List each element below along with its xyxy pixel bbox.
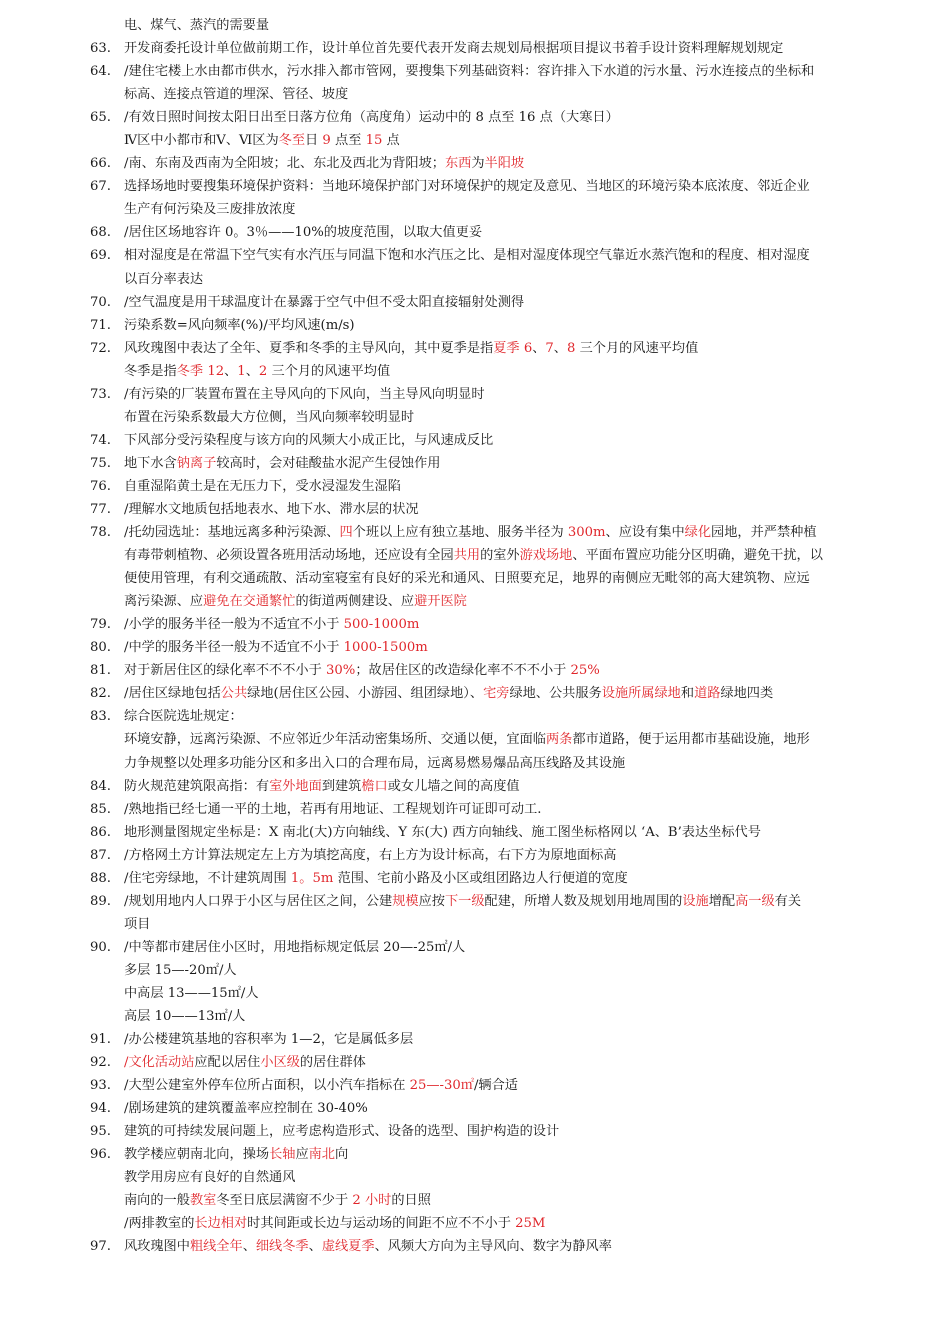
text-segment: 对于新居住区的绿化率不不不小于 [124,663,327,679]
text-line [0,106,950,129]
item-number: 96. [90,1147,111,1163]
text-segment: 污染系数=风向频率(%)/平均风速(m/s) [124,317,355,333]
text-line [0,129,950,152]
item-number: 93. [90,1078,111,1094]
line-text [124,1051,366,1074]
text-line [0,590,950,613]
text-segment: 应 [295,1147,309,1163]
highlighted-text: 避开医院 [414,594,467,610]
text-segment: 应按 [418,893,445,909]
highlighted-text: 设施 [682,893,709,909]
item-number: 77. [90,501,111,517]
item-number: 89. [90,893,111,909]
line-text [124,383,485,406]
line-text [124,913,150,936]
text-line [0,1005,950,1028]
text-segment: /托幼园选址：基地远离多种污染源、 [124,525,340,541]
highlighted-text: 8 [566,340,576,356]
highlighted-text: 共用 [453,548,481,564]
text-segment: 的室外 [480,548,520,564]
text-segment: 三个月的风速平均值 [267,363,391,379]
line-text [124,1097,368,1120]
text-segment: /有效日照时间按太阳日出至日落方位角（高度角）运动中的 8 点至 16 点（大寒日） [124,110,619,126]
line-text [124,821,761,844]
item-number: 92. [90,1055,111,1071]
text-segment: 中高层 13——15㎡/人 [124,985,259,1001]
line-text [124,544,823,567]
text-segment: 教学用房应有良好的自然通风 [124,1170,296,1186]
line-text [124,37,783,60]
text-segment: /中等都市建居住小区时，用地指标规定低层 20—-25㎡/人 [124,939,466,955]
item-number: 82. [90,686,111,702]
highlighted-text: 细线冬季 [255,1239,309,1255]
line-text [124,1212,545,1235]
line-text [124,867,628,890]
highlighted-text: 30% [326,663,356,679]
text-segment: 地形测量图规定坐标是：X 南北(大)方向轴线、Y 东(大) 西方向轴线、施工图坐标格网以 ‘A、B’表达坐标代号 [124,824,761,840]
line-text [124,1143,348,1166]
text-segment: 选择场地时要搜集环境保护资料：当地环境保护部门对环境保护的规定及意见、当地区的环境污染本底浓度、邻近企业 [124,179,810,195]
line-text [124,728,810,751]
line-text [124,844,616,867]
item-number: 88. [90,870,111,886]
text-segment: 风玫瑰图中表达了全年、夏季和冬季的主导风向，其中夏季是指 [124,340,494,356]
line-text [124,106,619,129]
highlighted-text: 宅旁 [483,686,510,702]
text-line [0,752,950,775]
item-number: 63. [90,41,111,57]
text-line [0,775,950,798]
item-number: 67. [90,179,111,195]
item-number: 68. [90,225,111,241]
text-segment: 的日照 [391,1193,431,1209]
text-segment: /熟地指已经七通一平的土地，若再有用地证、工程规划许可证即可动工. [124,801,542,817]
text-line [0,1143,950,1166]
text-line [0,844,950,867]
highlighted-text: 1 [237,363,246,379]
line-text [124,1235,612,1258]
text-segment: /规划用地内人口界于小区与居住区之间，公建 [124,893,393,909]
line-text [124,752,625,775]
text-segment: 都市道路，便于运用都市基础设施，地形 [572,732,810,748]
item-number: 90. [90,939,111,955]
item-number: 75. [90,455,111,471]
text-line [0,337,950,360]
highlighted-text: 冬至 [278,133,306,149]
text-segment: 个班以上应有独立基地、服务半径为 [352,525,568,541]
text-line [0,1120,950,1143]
text-line [0,636,950,659]
text-segment: 风玫瑰图中 [124,1239,190,1255]
line-text [124,337,698,360]
item-number: 81. [90,663,111,679]
text-line [0,14,950,37]
text-segment: /理解水文地质包括地表水、地下水、滞水层的状况 [124,501,419,517]
line-text [124,221,482,244]
text-line [0,498,950,521]
line-text [124,590,467,613]
text-segment: /空气温度是用干球温度计在暴露于空气中但不受太阳直接辐射处测得 [124,294,525,310]
highlighted-text: 高一级 [735,893,775,909]
line-text [124,475,401,498]
line-text [124,360,390,383]
text-segment: /办公楼建筑基地的容积率为 1—2，它是属低多层 [124,1032,414,1048]
text-segment: 、应设有集中 [605,525,685,541]
item-number: 79. [90,617,111,633]
line-text [124,659,600,682]
line-text [124,982,259,1005]
text-line [0,175,950,198]
text-segment: 多层 15—-20㎡/人 [124,962,237,978]
highlighted-text: 1000-1500m [343,640,428,656]
text-line [0,913,950,936]
highlighted-text: 7 [545,340,554,356]
highlighted-text: 游戏场地 [519,548,573,564]
highlighted-text: 道路 [694,686,721,702]
text-line [0,1097,950,1120]
text-segment: 开发商委托设计单位做前期工作，设计单位首先要代表开发商去规划局根据项目提议书着手设计资料理解规划规定 [124,41,784,57]
text-segment: 的街道两侧建设、应 [295,594,415,610]
highlighted-text: 南北 [308,1147,335,1163]
item-number: 91. [90,1032,111,1048]
highlighted-text: 粗线全年 [189,1239,243,1255]
text-segment: 增配 [708,893,736,909]
line-text [124,959,237,982]
item-number: 97. [90,1239,111,1255]
highlighted-text: /文化活动站 [124,1055,195,1071]
line-text [124,198,295,221]
text-segment: 冬季是指 [124,363,177,379]
text-line [0,1189,950,1212]
text-segment: 时其间距或长边与运动场的间距不应不不小于 [247,1216,516,1232]
text-segment: 高层 10——13㎡/人 [124,1009,246,1025]
text-segment: 环境安静，远离污染源、不应邻近少年活动密集场所、交通以便，宜面临 [124,732,546,748]
text-segment: 、 [242,1239,256,1255]
text-line [0,383,950,406]
line-text [124,498,419,521]
item-number: 66. [90,156,111,172]
item-number: 78. [90,525,111,541]
highlighted-text: 规模 [392,893,419,909]
line-text [124,314,355,337]
text-segment: /小学的服务半径一般为不适宜不小于 [124,617,344,633]
text-segment: 有关 [774,893,802,909]
text-segment: /住宅旁绿地，不计建筑周围 [124,870,291,886]
text-line [0,83,950,106]
text-line [0,475,950,498]
text-line [0,1212,950,1235]
text-segment: 绿地、公共服务 [509,686,602,702]
text-line [0,1235,950,1258]
text-line [0,314,950,337]
text-line [0,221,950,244]
text-segment: 绿地(居住区公园、小游园、组团绿地）、 [247,686,484,702]
text-segment: 配建，所增人数及规划用地周围的 [484,893,683,909]
text-segment: /居住区绿地包括 [124,686,221,702]
text-segment: 防火规范建筑限高指：有 [124,778,270,794]
text-segment: 、风频大方向为主导风向、数字为静风率 [374,1239,612,1255]
item-number: 80. [90,640,111,656]
highlighted-text: 公共 [220,686,248,702]
text-line [0,1051,950,1074]
text-line [0,1074,950,1097]
text-segment: 综合医院选址规定： [124,709,243,725]
text-line [0,198,950,221]
text-line [0,244,950,267]
line-text [124,1120,559,1143]
text-line [0,406,950,429]
highlighted-text: 两条 [546,732,573,748]
text-segment: /方格网土方计算法规定左上方为填挖高度，右上方为设计标高，右下方为原地面标高 [124,847,617,863]
text-segment: 日 [305,133,323,149]
text-segment: 布置在污染系数最大方位侧，当风向频率较明显时 [124,409,415,425]
text-segment: 标高、连接点管道的埋深、管径、坡度 [124,87,349,103]
item-number: 83. [90,709,111,725]
text-segment: 、 [245,363,259,379]
text-line [0,291,950,314]
line-text [124,936,465,959]
highlighted-text: 教室 [189,1193,217,1209]
text-segment: 生产有何污染及三废排放浓度 [124,202,296,218]
text-segment: 电、煤气、蒸汽的需要量 [124,18,270,33]
item-number: 87. [90,847,111,863]
text-line [0,867,950,890]
line-text [124,705,243,728]
text-line [0,890,950,913]
highlighted-text: 2 [258,363,268,379]
line-text [124,682,773,705]
highlighted-text: 25% [570,663,600,679]
text-line [0,152,950,175]
highlighted-text: 长边相对 [194,1216,248,1232]
text-segment: /辆合适 [473,1078,518,1094]
text-segment: 、 [553,340,567,356]
text-segment: 、平面布置应功能分区明确，避免干扰，以 [572,548,823,564]
text-line [0,60,950,83]
highlighted-text: 1。5m [290,870,334,886]
text-line [0,37,950,60]
text-segment: 、 [532,340,546,356]
text-segment: 项目 [124,916,151,932]
item-number: 94. [90,1101,111,1117]
text-segment: /两排教室的 [124,1216,195,1232]
line-text [124,798,541,821]
text-line [0,613,950,636]
line-text [124,83,348,106]
text-segment: 南向的一般 [124,1193,190,1209]
text-segment: 为 [471,156,485,172]
text-line [0,959,950,982]
highlighted-text: 9 [322,133,331,149]
item-number: 76. [90,478,111,494]
text-segment: 以百分率表达 [124,271,204,287]
line-text [124,14,269,37]
line-text [124,175,810,198]
text-line [0,544,950,567]
text-segment: 园地，并严禁种植 [711,525,817,541]
text-line [0,429,950,452]
item-number: 72. [90,340,111,356]
line-text [124,244,810,267]
line-text [124,890,801,913]
text-segment: /建住宅楼上水由都市供水，污水排入都市管网，要搜集下列基础资料：容许排入下水道的污水量、污水连接点的坐标和 [124,64,815,80]
text-segment: 相对湿度是在常温下空气实有水汽压与同温下饱和水汽压之比、是相对湿度体现空气靠近水蒸汽饱和的程度、相对湿度 [124,248,810,264]
text-segment: 建筑的可持续发展问题上，应考虑构造形式、设备的选型、围护构造的设计 [124,1124,560,1140]
item-number: 69. [90,248,111,264]
line-text [124,1005,245,1028]
highlighted-text: 2 小时 [352,1193,392,1209]
text-segment: 、 [308,1239,322,1255]
text-segment: /有污染的厂装置布置在主导风向的下风向，当主导风向明显时 [124,386,485,402]
text-segment: /中学的服务半径一般为不适宜不小于 [124,640,344,656]
highlighted-text: 钠离子 [176,455,217,471]
line-text [124,268,203,291]
text-segment: ；故居住区的改造绿化率不不不小于 [355,663,571,679]
highlighted-text: 虚线夏季 [321,1239,375,1255]
text-line [0,452,950,475]
line-text [124,613,419,636]
text-segment: 绿地四类 [720,686,774,702]
line-text [124,406,414,429]
highlighted-text: 12 [207,363,225,379]
text-segment: 三个月的风速平均值 [575,340,699,356]
highlighted-text: 室外地面 [269,778,322,794]
document-page [0,14,950,1259]
text-segment: 和 [680,686,695,702]
item-number: 70. [90,294,111,310]
item-number: 84. [90,778,111,794]
text-segment: /剧场建筑的建筑覆盖率应控制在 30-40% [124,1101,368,1117]
line-text [124,291,524,314]
text-segment: /大型公建室外停车位所占面积，以小汽车指标在 [124,1078,410,1094]
text-line [0,798,950,821]
text-segment: 有毒带刺植物、必须设置各班用活动场地，还应设有全园 [124,548,454,564]
text-segment: 下风部分受污染程度与该方向的风频大小成正比，与风速成反比 [124,432,494,448]
text-segment: 自重湿陷黄土是在无压力下，受水浸湿发生湿陷 [124,478,401,494]
text-line [0,705,950,728]
text-segment: 冬至日底层满窗不少于 [216,1193,353,1209]
line-text [124,1074,518,1097]
text-segment: 应配以居住 [194,1055,261,1071]
item-number: 73. [90,386,111,402]
text-segment: 便使用管理，有利交通疏散、活动室寝室有良好的采光和通风、日照要充足，地界的南侧应无毗邻的高大建筑物、应远 [124,571,810,587]
line-text [124,452,441,475]
highlighted-text: 檐口 [361,778,388,794]
line-text [124,60,814,83]
text-segment: /南、东南及西南为全阳坡；北、东北及西北为背阳坡； [124,156,445,172]
text-line [0,936,950,959]
highlighted-text: 500-1000m [343,617,420,633]
line-text [124,636,428,659]
highlighted-text: 下一级 [444,893,485,909]
highlighted-text: 15 [365,133,383,149]
line-text [124,1189,431,1212]
highlighted-text: 6 [523,340,533,356]
text-segment: 的居住群体 [299,1055,366,1071]
text-segment: 较高时，会对硅酸盐水泥产生侵蚀作用 [216,455,441,471]
text-line [0,728,950,751]
highlighted-text: 小区级 [260,1055,300,1071]
text-segment: 地下水含 [124,455,177,471]
item-number: 65. [90,110,111,126]
item-number: 64. [90,64,111,80]
text-segment: 到建筑 [321,778,362,794]
text-line [0,659,950,682]
text-line [0,567,950,590]
item-number: 85. [90,801,111,817]
text-segment: 范围、宅前小路及小区或组团路边人行便道的宽度 [333,870,628,886]
line-text [124,1028,413,1051]
text-segment: 教学楼应朝南北向，操场 [124,1147,270,1163]
highlighted-text: 绿化 [684,525,712,541]
text-line [0,521,950,544]
text-segment: 点至 [330,133,366,149]
text-line [0,360,950,383]
highlighted-text: 半阳坡 [484,156,525,172]
highlighted-text: 四 [339,525,353,541]
text-segment: Ⅳ区中小都市和Ⅴ、Ⅵ区为 [124,133,279,149]
text-segment: 离污染源、应 [124,594,204,610]
item-number: 71. [90,317,111,333]
highlighted-text: 设施所属绿地 [601,686,681,702]
highlighted-text: 长轴 [269,1147,296,1163]
text-line [0,982,950,1005]
line-text [124,567,810,590]
line-text [124,129,400,152]
highlighted-text: 25M [515,1216,546,1232]
item-number: 74. [90,432,111,448]
text-segment: 点 [382,133,400,149]
line-text [124,429,493,452]
line-text [124,775,520,798]
highlighted-text: 避免在交通繁忙 [203,594,296,610]
line-text [124,152,524,175]
text-line [0,821,950,844]
text-segment: /居住区场地容许 0。3％——10%的坡度范围，以取大值更妥 [124,225,483,241]
text-segment: 力争规整以处理多功能分区和多出入口的合理布局，远离易燃易爆品高压线路及其设施 [124,755,626,771]
highlighted-text: 300m [567,525,606,541]
line-text [124,1166,295,1189]
text-line [0,682,950,705]
text-line [0,1166,950,1189]
highlighted-text: 25—-30㎡ [409,1078,474,1094]
text-segment: 、 [224,363,238,379]
line-text [124,521,817,544]
highlighted-text: 夏季 [493,340,520,356]
text-line [0,1028,950,1051]
item-number: 95. [90,1124,111,1140]
highlighted-text: 东西 [444,156,472,172]
item-number: 86. [90,824,111,840]
text-line [0,268,950,291]
text-segment: 或女儿墙之间的高度值 [387,778,520,794]
text-segment: 向 [335,1147,349,1163]
highlighted-text: 冬季 [176,363,204,379]
